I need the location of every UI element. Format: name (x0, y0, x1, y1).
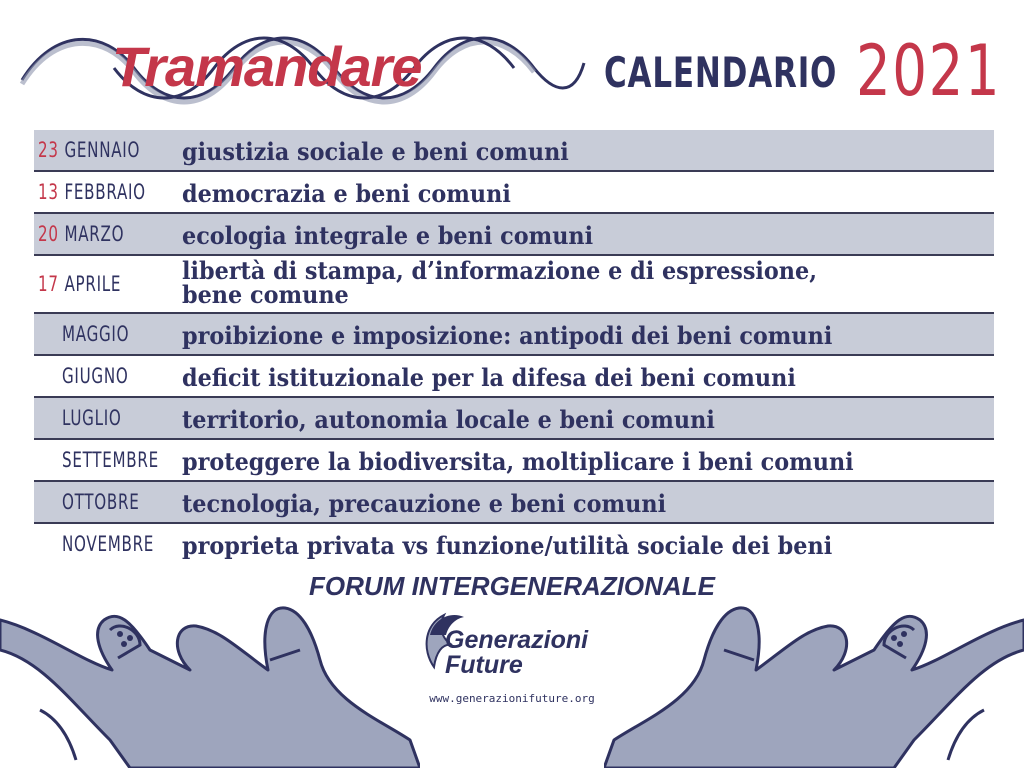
day-number: 20 (38, 222, 59, 246)
calendar-title: CALENDARIO (604, 48, 838, 97)
row-topic: democrazia e beni comuni (182, 179, 511, 208)
row-topic: proibizione e imposizione: antipodi dei beni comuni (182, 321, 833, 350)
row-date (62, 322, 129, 346)
table-row (34, 256, 994, 314)
logo-title: Tramandare (112, 35, 422, 98)
row-topic: tecnologia, precauzione e beni comuni (182, 489, 667, 518)
month-name: MARZO (64, 222, 125, 246)
month-name: FEBBRAIO (64, 180, 146, 204)
forum-subtitle: FORUM INTERGENERAZIONALE (309, 571, 715, 601)
table-row (34, 398, 994, 440)
row-topic: territorio, autonomia locale e beni comuni (182, 405, 715, 434)
row-topic: proteggere la biodiversita, moltiplicare i beni comuni (182, 447, 854, 476)
table-row (34, 524, 994, 566)
org-name-line2: Future (445, 651, 523, 679)
row-date (62, 406, 122, 430)
row-date (38, 272, 121, 296)
calendar-year: 2021 (856, 30, 1002, 112)
day-number: 23 (38, 138, 59, 162)
org-name (445, 628, 588, 678)
table-row (34, 214, 994, 256)
table-row (34, 356, 994, 398)
row-date (38, 180, 146, 204)
table-row (34, 482, 994, 524)
month-name: OTTOBRE (62, 490, 140, 514)
day-number: 17 (38, 272, 59, 296)
tramandare-logo (14, 18, 586, 118)
row-date (62, 448, 159, 472)
month-name: LUGLIO (62, 406, 122, 430)
org-name-line1: Generazioni (445, 626, 589, 654)
row-date (62, 490, 139, 514)
website-url[interactable]: www.generazionifuture.org (429, 692, 595, 705)
row-topic: ecologia integrale e beni comuni (182, 221, 594, 250)
month-name: GIUGNO (62, 364, 129, 388)
row-topic: proprieta privata vs funzione/utilità sociale dei beni (182, 531, 833, 560)
month-name: MAGGIO (62, 322, 130, 346)
day-number: 13 (38, 180, 59, 204)
topic-line: bene comune (182, 280, 349, 309)
table-row (34, 314, 994, 356)
month-name: APRILE (64, 272, 122, 296)
row-topic (182, 256, 818, 309)
row-date (62, 364, 128, 388)
table-row (34, 440, 994, 482)
table-row (34, 130, 994, 172)
calendar-table (34, 130, 994, 566)
row-date (62, 532, 154, 556)
month-name: NOVEMBRE (62, 532, 155, 556)
left-hand-icon (0, 590, 420, 768)
row-topic: giustizia sociale e beni comuni (182, 137, 569, 166)
table-row (34, 172, 994, 214)
right-hand-icon (604, 590, 1024, 768)
month-name: GENNAIO (64, 138, 141, 162)
topic-line: libertà di stampa, d’informazione e di espressione, (182, 256, 818, 285)
row-date (38, 222, 124, 246)
month-name: SETTEMBRE (62, 448, 159, 472)
row-date (38, 138, 140, 162)
row-topic: deficit istituzionale per la difesa dei beni comuni (182, 363, 796, 392)
